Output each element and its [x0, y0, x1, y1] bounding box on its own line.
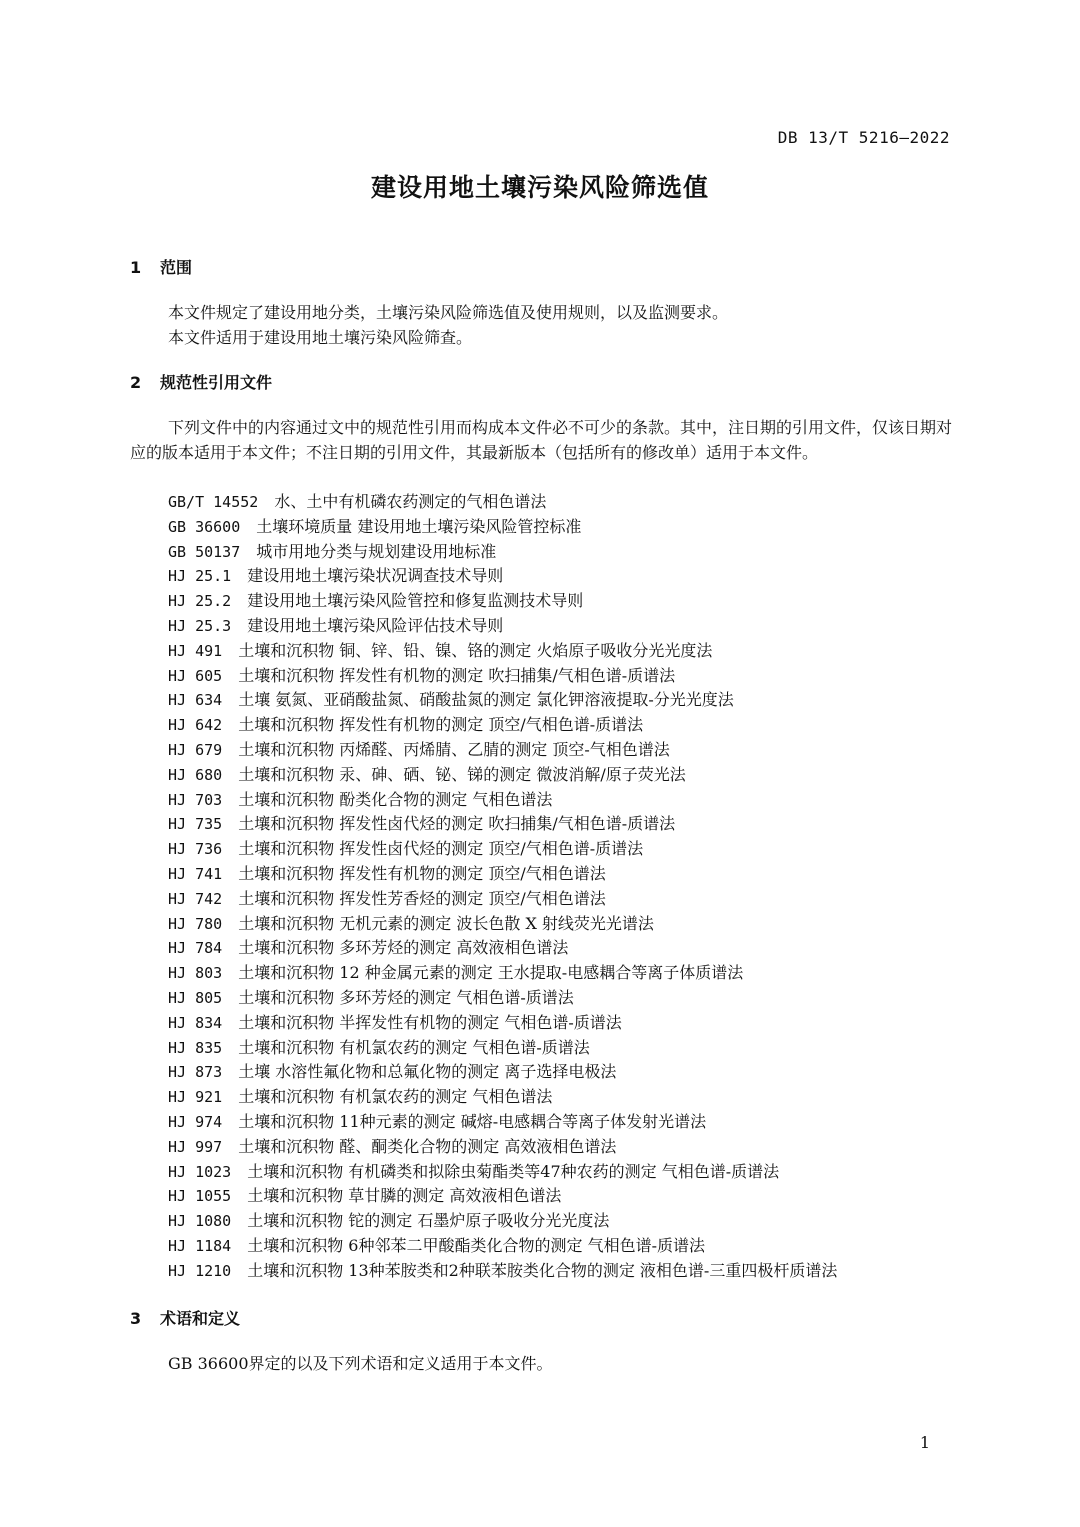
reference-code: HJ 736	[168, 840, 223, 859]
reference-code: HJ 1055	[168, 1187, 232, 1206]
reference-item	[168, 837, 837, 862]
reference-item	[168, 540, 837, 565]
document-title: 建设用地土壤污染风险筛选值	[370, 173, 709, 202]
reference-item	[168, 788, 837, 813]
reference-code: HJ 805	[168, 988, 223, 1007]
reference-item	[168, 1036, 837, 1061]
section-number: 3	[130, 1309, 142, 1328]
reference-item	[168, 490, 837, 515]
reference-code: GB/T 14552	[168, 493, 259, 511]
reference-code: HJ 1080	[168, 1212, 232, 1231]
reference-code: HJ 634	[168, 691, 223, 710]
reference-title: 土壤和沉积物 有机磷类和拟除虫菊酯类等47种农药的测定 气相色谱-质谱法	[247, 1161, 780, 1181]
reference-code: HJ 873	[168, 1063, 223, 1082]
reference-item	[168, 887, 837, 912]
reference-title: 土壤和沉积物 挥发性有机物的测定 顶空/气相色谱法	[238, 863, 606, 883]
reference-code: HJ 605	[168, 666, 223, 685]
reference-title: 土壤和沉积物 无机元素的测定 波长色散 X 射线荧光光谱法	[238, 913, 654, 933]
reference-item	[168, 986, 837, 1011]
document-code: DB 13/T 5216—2022	[777, 128, 950, 147]
reference-item	[168, 936, 837, 961]
section-title: 范围	[160, 258, 193, 277]
reference-title: 土壤和沉积物 汞、砷、硒、铋、锑的测定 微波消解/原子荧光法	[238, 764, 686, 784]
reference-title: 土壤和沉积物 丙烯醛、丙烯腈、乙腈的测定 顶空-气相色谱法	[238, 739, 670, 759]
reference-title: 土壤和沉积物 铊的测定 石墨炉原子吸收分光光度法	[247, 1211, 610, 1231]
reference-title: 土壤和沉积物 挥发性卤代烃的测定 吹扫捕集/气相色谱-质谱法	[238, 814, 676, 834]
reference-title: 建设用地土壤污染风险管控和修复监测技术导则	[247, 591, 584, 611]
reference-title: 土壤和沉积物 半挥发性有机物的测定 气相色谱-质谱法	[238, 1012, 622, 1032]
reference-item	[168, 1135, 837, 1160]
reference-title: 土壤和沉积物 挥发性芳香烃的测定 顶空/气相色谱法	[238, 888, 606, 908]
reference-list	[168, 490, 837, 1284]
reference-item	[168, 1060, 837, 1085]
reference-code: HJ 921	[168, 1088, 223, 1107]
reference-code: HJ 703	[168, 790, 223, 809]
reference-item	[168, 515, 837, 540]
reference-item	[168, 1160, 837, 1185]
reference-item	[168, 1259, 837, 1284]
reference-code: HJ 491	[168, 641, 223, 660]
reference-code: HJ 1184	[168, 1236, 232, 1255]
reference-code: HJ 780	[168, 914, 223, 933]
reference-title: 建设用地土壤污染状况调查技术导则	[247, 566, 504, 586]
reference-title: 土壤和沉积物 6种邻苯二甲酸酯类化合物的测定 气相色谱-质谱法	[247, 1235, 705, 1255]
reference-code: HJ 25.3	[168, 616, 232, 635]
reference-code: HJ 1210	[168, 1261, 232, 1280]
section-1-paragraph-2: 本文件适用于建设用地土壤污染风险筛查。	[168, 328, 473, 347]
reference-code: HJ 741	[168, 864, 223, 883]
reference-title: 土壤和沉积物 有机氯农药的测定 气相色谱法	[238, 1087, 553, 1107]
reference-code: HJ 835	[168, 1038, 223, 1057]
reference-code: GB 36600	[168, 517, 241, 536]
reference-item	[168, 664, 837, 689]
section-title: 术语和定义	[160, 1309, 241, 1328]
section-number: 1	[130, 258, 142, 277]
reference-title: 城市用地分类与规划建设用地标准	[256, 541, 497, 561]
reference-item	[168, 639, 837, 664]
reference-title: 土壤和沉积物 12 种金属元素的测定 王水提取-电感耦合等离子体质谱法	[238, 963, 744, 983]
reference-item	[168, 688, 837, 713]
section-1-paragraph-1: 本文件规定了建设用地分类，土壤污染风险筛选值及使用规则，以及监测要求。	[168, 303, 729, 322]
reference-item	[168, 1011, 837, 1036]
reference-title: 土壤和沉积物 挥发性卤代烃的测定 顶空/气相色谱-质谱法	[238, 839, 644, 859]
reference-title: 土壤和沉积物 多环芳烃的测定 气相色谱-质谱法	[238, 987, 574, 1007]
reference-code: HJ 803	[168, 964, 223, 983]
reference-item	[168, 1209, 837, 1234]
reference-item	[168, 763, 837, 788]
reference-title: 土壤环境质量 建设用地土壤污染风险管控标准	[256, 516, 582, 536]
reference-code: GB 50137	[168, 542, 241, 561]
section-number: 2	[130, 373, 142, 392]
reference-code: HJ 784	[168, 939, 223, 958]
reference-code: HJ 834	[168, 1013, 223, 1032]
reference-item	[168, 589, 837, 614]
reference-item	[168, 862, 837, 887]
reference-title: 土壤 水溶性氟化物和总氟化物的测定 离子选择电极法	[238, 1062, 617, 1082]
reference-title: 土壤和沉积物 多环芳烃的测定 高效液相色谱法	[238, 938, 569, 958]
reference-title: 土壤和沉积物 铜、锌、铅、镍、铬的测定 火焰原子吸收分光光度法	[238, 640, 713, 660]
reference-item	[168, 812, 837, 837]
reference-code: HJ 1023	[168, 1162, 232, 1181]
reference-item	[168, 713, 837, 738]
reference-code: HJ 679	[168, 740, 223, 759]
reference-item	[168, 738, 837, 763]
reference-title: 土壤和沉积物 挥发性有机物的测定 顶空/气相色谱-质谱法	[238, 715, 644, 735]
section-title: 规范性引用文件	[160, 373, 273, 392]
section-1-heading	[130, 255, 192, 278]
reference-title: 土壤和沉积物 有机氯农药的测定 气相色谱-质谱法	[238, 1037, 590, 1057]
reference-code: HJ 25.1	[168, 567, 232, 586]
reference-code: HJ 680	[168, 765, 223, 784]
reference-item	[168, 1234, 837, 1259]
page-number: 1	[919, 1433, 930, 1452]
reference-title: 建设用地土壤污染风险评估技术导则	[247, 615, 504, 635]
reference-item	[168, 564, 837, 589]
reference-item	[168, 961, 837, 986]
section-2-heading	[130, 370, 272, 393]
section-2-intro: 下列文件中的内容通过文中的规范性引用而构成本文件必不可少的条款。其中，注日期的引用文件，仅该日期对应的版本适用于本文件；不注日期的引用文件，其最新版本（包括所有的修改单）适用于本文件。	[130, 418, 953, 462]
reference-code: HJ 742	[168, 889, 223, 908]
reference-code: HJ 25.2	[168, 592, 232, 611]
reference-title: 土壤和沉积物 11种元素的测定 碱熔-电感耦合等离子体发射光谱法	[238, 1111, 707, 1131]
reference-item	[168, 614, 837, 639]
reference-title: 土壤和沉积物 草甘膦的测定 高效液相色谱法	[247, 1186, 562, 1206]
reference-code: HJ 642	[168, 716, 223, 735]
reference-title: 土壤 氨氮、亚硝酸盐氮、硝酸盐氮的测定 氯化钾溶液提取-分光光度法	[238, 690, 734, 710]
section-3-paragraph-1: GB 36600界定的以及下列术语和定义适用于本文件。	[168, 1354, 553, 1373]
reference-item	[168, 912, 837, 937]
reference-item	[168, 1184, 837, 1209]
reference-title: 土壤和沉积物 酚类化合物的测定 气相色谱法	[238, 789, 553, 809]
reference-item	[168, 1085, 837, 1110]
reference-code: HJ 974	[168, 1112, 223, 1131]
reference-title: 土壤和沉积物 挥发性有机物的测定 吹扫捕集/气相色谱-质谱法	[238, 665, 676, 685]
reference-title: 土壤和沉积物 13种苯胺类和2种联苯胺类化合物的测定 液相色谱-三重四极杆质谱法	[247, 1260, 838, 1280]
reference-code: HJ 735	[168, 815, 223, 834]
reference-item	[168, 1110, 837, 1135]
reference-title: 水、土中有机磷农药测定的气相色谱法	[274, 492, 547, 511]
section-3-heading	[130, 1306, 240, 1329]
reference-title: 土壤和沉积物 醛、酮类化合物的测定 高效液相色谱法	[238, 1136, 617, 1156]
reference-code: HJ 997	[168, 1137, 223, 1156]
